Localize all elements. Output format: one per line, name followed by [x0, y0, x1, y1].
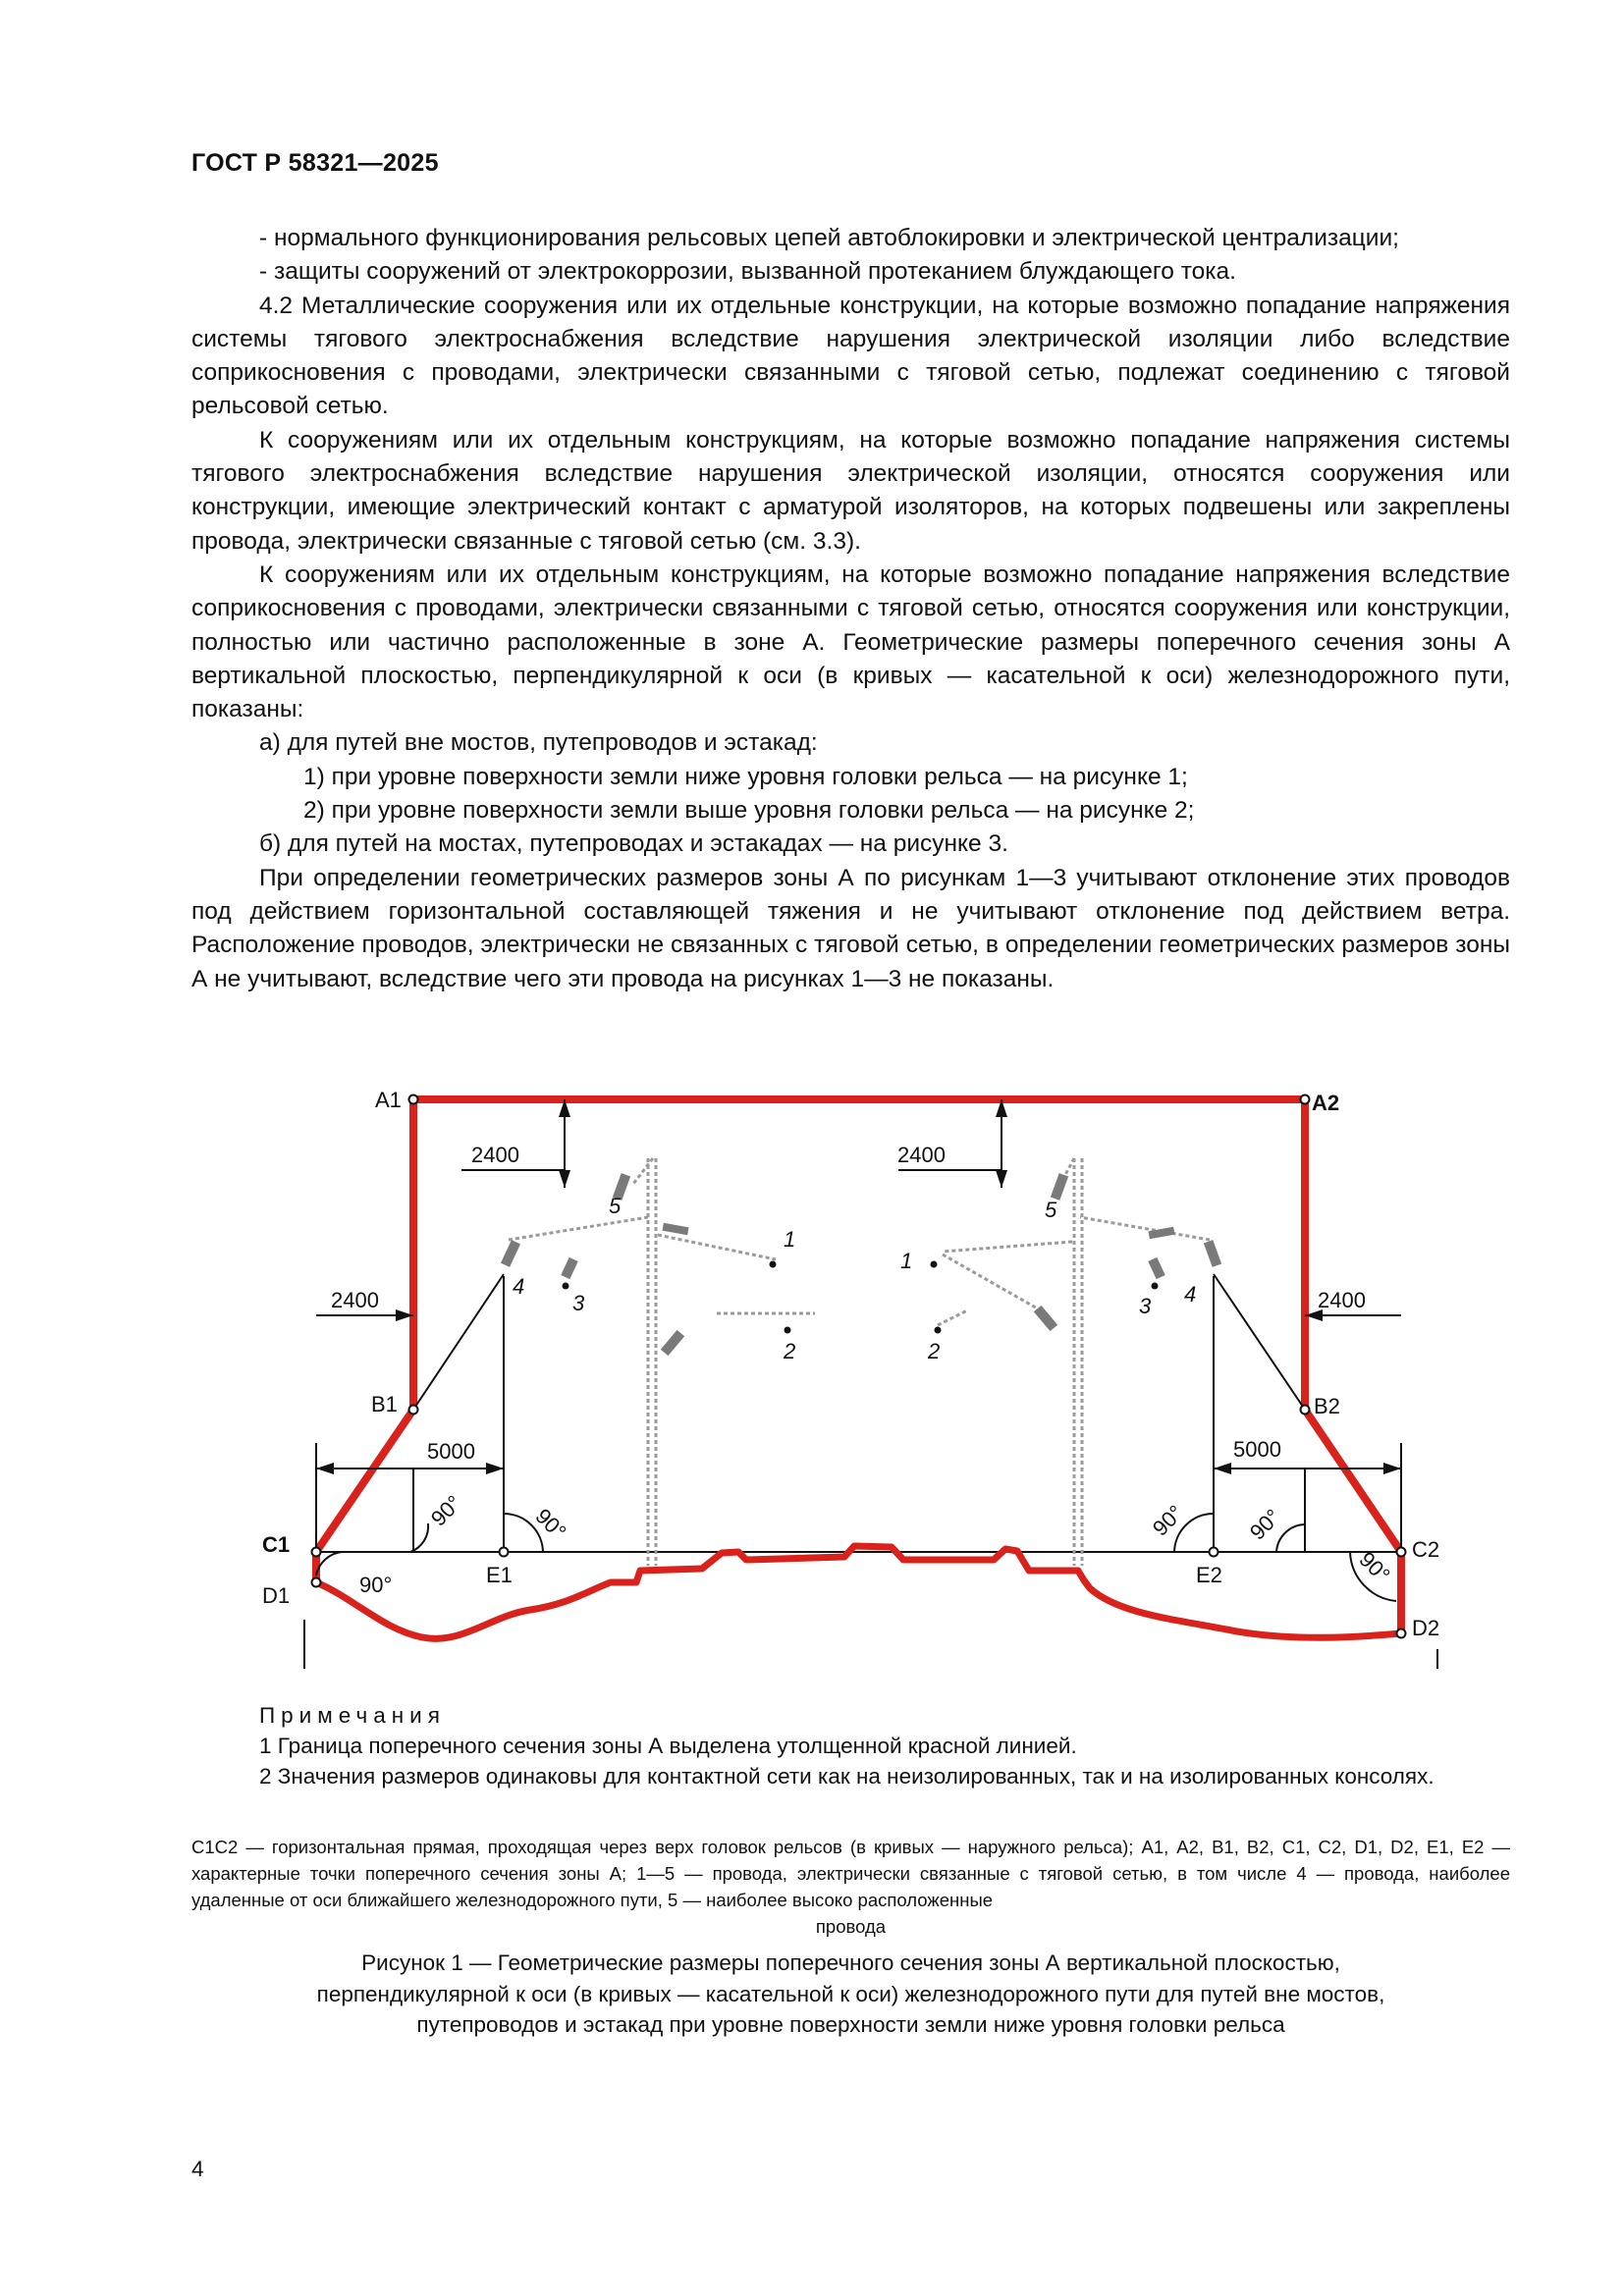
wire-label: 3 [1139, 1294, 1152, 1318]
legend-text: С1С2 — горизонтальная прямая, проходящая через верх головок рельсов (в кривых — наружного рельса); А1, А2, В1, В2, С1, С2, D1, D2, Е1, Е2 — характерные точки поперечного сечения зоны А; 1—5 — провода, электрически связанные с тяговой сетью, в том числе 4 — провода, наиболее удаленные от оси ближайшего железнодорожного пути, 5 — наиболее высоко расположенные [191, 1837, 1510, 1910]
zone-a-boundary [316, 1099, 1401, 1633]
dimension-label: 2400 [1318, 1288, 1366, 1312]
wire-label: 5 [609, 1194, 622, 1218]
list-item: а) для путей вне мостов, путепроводов и эстакад: [259, 729, 818, 757]
point-label-a1: А1 [375, 1088, 402, 1112]
body-text [191, 222, 1510, 996]
legend-text-end: провода [815, 1916, 887, 1937]
dimension-label: 5000 [427, 1439, 475, 1464]
point-label-e1: Е1 [486, 1563, 513, 1587]
caption-line: путепроводов и эстакад при уровне поверхности земли ниже уровня головки рельса [416, 2012, 1285, 2037]
dimension-label: 2400 [897, 1143, 946, 1167]
angle-label: 90° [425, 1490, 467, 1531]
paragraph: - защиты сооружений от электрокоррозии, вызванной протеканием блуждающего тока. [259, 258, 1236, 286]
point-label-c1: С1 [262, 1532, 291, 1557]
document-header: ГОСТ Р 58321—2025 [191, 149, 439, 177]
ground-profile [316, 1546, 1401, 1638]
figure-notes [191, 1700, 1510, 1791]
wire-label: 2 [784, 1339, 796, 1363]
list-item: 2) при уровне поверхности земли выше уровня головки рельса — на рисунке 2; [303, 797, 1195, 825]
dimension-label: 2400 [331, 1288, 379, 1312]
dimension-label: 2400 [471, 1143, 519, 1167]
angle-label: 90° [530, 1503, 571, 1545]
angle-label: 90° [1354, 1546, 1395, 1588]
wire-label: 4 [513, 1274, 525, 1299]
b2-diagonal [1214, 1274, 1305, 1410]
left-catenary-support [509, 1158, 815, 1566]
notes-title: Примечания [259, 1703, 446, 1728]
wire-label: 1 [900, 1249, 913, 1273]
figure-1-diagram [0, 1060, 1624, 1698]
paragraph: - нормального функционирования рельсовых цепей автоблокировки и электрической централизации; [259, 225, 1399, 251]
point-label-b2: В2 [1314, 1394, 1340, 1418]
note-item: 1 Граница поперечного сечения зоны А выделена утолщенной красной линией. [259, 1734, 1077, 1758]
wire-label: 2 [928, 1339, 941, 1363]
angle-label: 90° [1147, 1500, 1189, 1541]
paragraph: К сооружениям или их отдельным конструкциям, на которые возможно попадание напряжения системы тягового электроснабжения вследствие нарушения электрической изоляции, относятся сооружения или конструкции, имеющие электрический контакт с арматурой изоляторов, на которых подвешены или закреплены провода, электрически связанные с тяговой сетью (см. 3.3). [191, 426, 1510, 555]
point-label-d1: D1 [262, 1583, 291, 1608]
list-item: 1) при уровне поверхности земли ниже уровня головки рельса — на рисунке 1; [303, 763, 1188, 790]
paragraph: 4.2 Металлические сооружения или их отдельные конструкции, на которые возможно попадание напряжения системы тягового электроснабжения вследствие нарушения электрической изоляции либо вследствие соприкосновения с проводами, электрически связанными с тяговой сетью, подлежат соединению с тяговой рельсовой сетью. [191, 292, 1510, 420]
paragraph: При определении геометрических размеров зоны А по рисункам 1—3 учитывают отклонение этих проводов под действием горизонтальной составляющей тяжения и не учитывают отклонение под действием ветра. Расположение проводов, электрически не связанных с тяговой сетью, в определении геометрических размеров зоны А не учитывают, вследствие чего эти провода на рисунках 1—3 не показаны. [191, 864, 1510, 992]
b1-diagonal [413, 1274, 504, 1410]
point-label-e2: Е2 [1196, 1563, 1222, 1587]
figure-caption [191, 1948, 1510, 2041]
paragraph: К сооружениям или их отдельным конструкциям, на которые возможно попадание напряжения вследствие соприкосновения с проводами, электрически связанными с тяговой сетью, относятся сооружения или конструкции, полностью или частично расположенные в зоне А. Геометрические размеры поперечного сечения зоны А вертикальной плоскостью, перпендикулярной к оси (в кривых — касательной к оси) железнодорожного пути, показаны: [191, 561, 1510, 723]
angle-label: 90° [1244, 1504, 1286, 1545]
note-item: 2 Значения размеров одинаковы для контактной сети как на неизолированных, так и на изолированных консолях. [259, 1764, 1435, 1789]
caption-line: перпендикулярной к оси (в кривых — касательной к оси) железнодорожного пути для путей вне мостов, [316, 1981, 1385, 2006]
wire-label: 4 [1184, 1282, 1197, 1307]
page-number: 4 [191, 2157, 204, 2181]
dimension-lines [304, 1099, 1440, 1669]
dimension-label: 5000 [1233, 1437, 1281, 1462]
point-label-d2: D2 [1412, 1616, 1440, 1640]
wire-label: 5 [1045, 1198, 1057, 1222]
figure-legend [191, 1834, 1510, 1940]
wire-label: 1 [784, 1227, 796, 1252]
characteristic-points [312, 1095, 1406, 1638]
point-label-b1: В1 [371, 1392, 398, 1416]
caption-line: Рисунок 1 — Геометрические размеры поперечного сечения зоны А вертикальной плоскостью, [361, 1950, 1340, 1975]
angle-label: 90° [359, 1573, 393, 1597]
list-item: б) для путей на мостах, путепроводах и эстакадах — на рисунке 3. [259, 830, 1008, 858]
wire-dots [563, 1261, 1159, 1334]
point-label-a2: А2 [1312, 1091, 1340, 1115]
point-label-c2: С2 [1412, 1537, 1440, 1562]
wire-label: 3 [572, 1291, 585, 1315]
